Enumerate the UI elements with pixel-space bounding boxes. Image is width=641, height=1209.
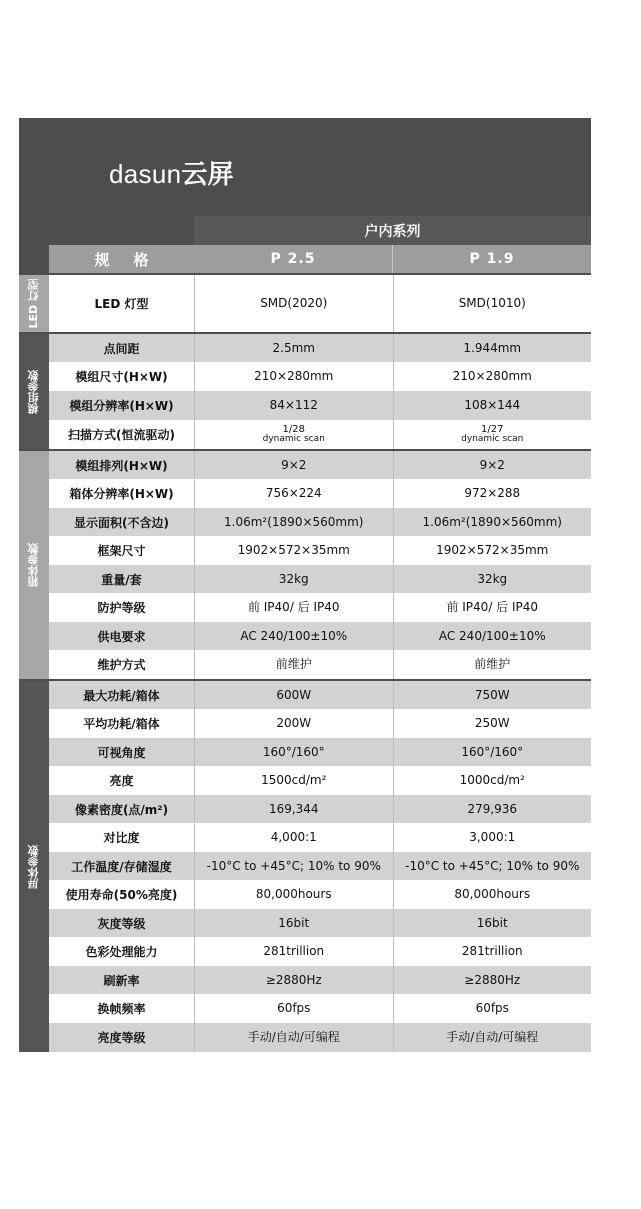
cell-value: -10°C to +45°C; 10% to 90%: [206, 858, 381, 873]
row-label: 框架尺寸: [97, 544, 146, 558]
value-cell: [393, 937, 592, 966]
value-cell: [393, 362, 592, 391]
row-label: 工作温度/存储湿度: [71, 859, 172, 874]
cell-value: 手动/自动/可编程: [446, 1030, 539, 1045]
cell-value: 750W: [474, 687, 510, 702]
cell-value: 4,000:1: [270, 830, 317, 845]
table-row: [49, 823, 591, 852]
value-cell: [194, 738, 393, 766]
brand-logo: [109, 154, 234, 191]
value-cell: [393, 479, 592, 508]
cell-value: AC 240/100±10%: [438, 628, 546, 643]
table-row: [49, 766, 591, 795]
row-label: 模组尺寸(H×W): [75, 370, 168, 384]
param-group: [19, 332, 591, 449]
group-label-bar: [19, 334, 49, 449]
value-cell: [194, 650, 393, 679]
cell-value: 1500cd/m²: [261, 773, 327, 788]
value-cell: [194, 766, 393, 795]
cell-value: 前维护: [275, 657, 312, 672]
cell-value: 前 IP40/ 后 IP40: [247, 600, 340, 615]
cell-value: 9×2: [281, 457, 307, 472]
row-label: 供电要求: [97, 629, 146, 644]
value-cell: [194, 709, 393, 738]
value-cell: [393, 650, 592, 679]
cell-value: -10°C to +45°C; 10% to 90%: [405, 858, 580, 873]
value-cell: [393, 1023, 592, 1052]
row-label: 像素密度(点/m²): [74, 802, 169, 817]
table-row: [49, 593, 591, 622]
value-cell: [393, 565, 592, 593]
value-cell: [194, 852, 393, 880]
value-cell: [393, 334, 592, 362]
row-label: 模组排列(H×W): [75, 458, 168, 473]
group-label: LED 灯型: [27, 278, 40, 329]
value-cell: [194, 880, 393, 909]
table-row: [49, 909, 591, 937]
row-label: 重量/套: [101, 572, 142, 587]
series-title: 户内系列: [194, 216, 591, 245]
value-cell: [194, 994, 393, 1023]
row-label: 显示面积(不含边): [74, 515, 169, 530]
row-label: 灰度等级: [97, 916, 146, 931]
cell-value: 108×144: [464, 398, 521, 413]
spec-table-body: [19, 273, 591, 1052]
cell-value: 84×112: [269, 398, 318, 413]
table-row: [49, 565, 591, 593]
table-row: [49, 966, 591, 994]
value-cell: [194, 823, 393, 852]
cell-value: 200W: [276, 716, 312, 731]
table-row: [49, 622, 591, 650]
cell-value: ≥2880Hz: [265, 972, 322, 987]
value-cell: [194, 420, 393, 449]
value-cell: [393, 681, 592, 709]
value-cell: [393, 275, 592, 332]
table-row: [49, 479, 591, 508]
brand-latin: dasun: [109, 159, 182, 189]
row-label: 防护等级: [97, 601, 146, 615]
cell-value: 210×280mm: [452, 369, 532, 384]
value-cell: [393, 795, 592, 823]
value-cell: [393, 508, 592, 536]
cell-subvalue: dynamic scan: [461, 434, 524, 445]
group-label: 屏体参数: [27, 844, 40, 889]
value-cell: [194, 593, 393, 622]
series-row: [19, 216, 591, 245]
value-cell: [194, 536, 393, 565]
cell-value: 1.06m²(1890×560mm): [224, 514, 364, 529]
spec-header: 规格: [49, 245, 194, 273]
value-cell: [393, 823, 592, 852]
cell-value: 前 IP40/ 后 IP40: [446, 600, 539, 615]
model-header: P 1.9: [392, 245, 591, 273]
brand-header: [19, 118, 591, 216]
row-label: 箱体分辨率(H×W): [69, 487, 174, 501]
row-label: 平均功耗/箱体: [83, 717, 160, 731]
group-label: 模组参数: [27, 369, 40, 414]
cell-value: 9×2: [479, 457, 505, 472]
value-cell: [194, 966, 393, 994]
cell-value: 281trillion: [461, 944, 523, 959]
row-label: 色彩处理能力: [85, 945, 158, 959]
value-cell: [393, 420, 592, 449]
table-row: [49, 508, 591, 536]
cell-value: 16bit: [278, 915, 310, 930]
value-cell: [194, 937, 393, 966]
table-row: [49, 451, 591, 479]
cell-value: 1000cd/m²: [459, 773, 525, 788]
cell-value: 16bit: [476, 915, 508, 930]
row-label: 使用寿命(50%亮度): [65, 888, 178, 902]
cell-value: 160°/160°: [262, 744, 325, 759]
table-row: [49, 681, 591, 709]
cell-value: ≥2880Hz: [464, 972, 521, 987]
value-cell: [393, 593, 592, 622]
param-group: [19, 273, 591, 332]
cell-value: 60fps: [277, 1001, 311, 1016]
row-label: 亮度等级: [97, 1031, 146, 1045]
value-cell: [194, 391, 393, 420]
value-cell: [194, 275, 393, 332]
brand-cn: 云屏: [181, 159, 234, 189]
param-group: [19, 679, 591, 1052]
table-row: [49, 536, 591, 565]
row-label: 可视角度: [97, 745, 146, 760]
value-cell: [194, 1023, 393, 1052]
value-cell: [194, 334, 393, 362]
row-label: 点间距: [103, 341, 140, 356]
group-label-bar: [19, 451, 49, 679]
table-row: [49, 937, 591, 966]
param-group: [19, 449, 591, 679]
group-label-bar: [19, 275, 49, 332]
value-cell: [393, 709, 592, 738]
cell-value: 210×280mm: [254, 369, 334, 384]
cell-value: 1902×572×35mm: [436, 543, 549, 558]
cell-value: 前维护: [474, 657, 511, 672]
cell-value: 手动/自动/可编程: [247, 1030, 340, 1045]
cell-subvalue: dynamic scan: [262, 434, 325, 445]
value-cell: [393, 966, 592, 994]
cell-value: 1/28: [282, 423, 305, 435]
table-row: [49, 391, 591, 420]
cell-value: 169,344: [268, 801, 319, 816]
value-cell: [194, 479, 393, 508]
value-cell: [194, 622, 393, 650]
row-label: 亮度: [109, 774, 134, 788]
cell-value: SMD(2020): [260, 296, 328, 311]
cell-value: 3,000:1: [469, 830, 516, 845]
value-cell: [194, 508, 393, 536]
value-cell: [194, 795, 393, 823]
table-row: [49, 738, 591, 766]
value-cell: [393, 738, 592, 766]
table-row: [49, 420, 591, 449]
row-label: 维护方式: [97, 658, 146, 672]
table-header-row: [19, 245, 591, 273]
cell-value: 1.944mm: [463, 340, 522, 355]
table-row: [49, 795, 591, 823]
table-row: [49, 1023, 591, 1052]
value-cell: [393, 909, 592, 937]
cell-value: 600W: [276, 687, 312, 702]
value-cell: [194, 565, 393, 593]
value-cell: [393, 536, 592, 565]
cell-value: 80,000hours: [454, 887, 531, 902]
table-row: [49, 650, 591, 679]
value-cell: [393, 451, 592, 479]
value-cell: [194, 681, 393, 709]
cell-value: 160°/160°: [461, 744, 524, 759]
cell-value: 1902×572×35mm: [237, 543, 350, 558]
value-cell: [393, 880, 592, 909]
row-label: LED 灯型: [94, 297, 149, 311]
value-cell: [393, 852, 592, 880]
value-cell: [194, 909, 393, 937]
row-label: 模组分辨率(H×W): [69, 399, 174, 413]
table-row: [49, 275, 591, 332]
row-label: 扫描方式(恒流驱动): [68, 428, 175, 442]
table-row: [49, 880, 591, 909]
spec-sheet: [19, 118, 591, 1052]
row-label: 换帧频率: [97, 1002, 146, 1016]
group-label: 箱体参数: [27, 543, 40, 587]
table-row: [49, 852, 591, 880]
cell-value: 756×224: [265, 486, 322, 501]
cell-value: SMD(1010): [458, 296, 526, 311]
table-row: [49, 334, 591, 362]
table-row: [49, 709, 591, 738]
table-row: [49, 362, 591, 391]
cell-value: 32kg: [477, 571, 508, 586]
cell-value: 279,936: [467, 801, 518, 816]
cell-value: 1.06m²(1890×560mm): [422, 514, 562, 529]
model-header: P 2.5: [194, 245, 392, 273]
cell-value: 2.5mm: [272, 340, 315, 355]
value-cell: [393, 391, 592, 420]
cell-value: 250W: [474, 716, 510, 731]
value-cell: [393, 994, 592, 1023]
row-label: 最大功耗/箱体: [83, 688, 160, 703]
cell-value: 80,000hours: [255, 887, 332, 902]
group-label-bar: [19, 681, 49, 1052]
cell-value: 60fps: [475, 1001, 509, 1016]
cell-value: 281trillion: [263, 944, 325, 959]
value-cell: [393, 622, 592, 650]
value-cell: [393, 766, 592, 795]
value-cell: [194, 451, 393, 479]
cell-value: 32kg: [278, 571, 309, 586]
cell-value: 972×288: [464, 486, 521, 501]
row-label: 对比度: [103, 831, 140, 845]
row-label: 刷新率: [103, 973, 140, 988]
table-row: [49, 994, 591, 1023]
cell-value: AC 240/100±10%: [240, 628, 348, 643]
cell-value: 1/27: [481, 423, 504, 435]
value-cell: [194, 362, 393, 391]
